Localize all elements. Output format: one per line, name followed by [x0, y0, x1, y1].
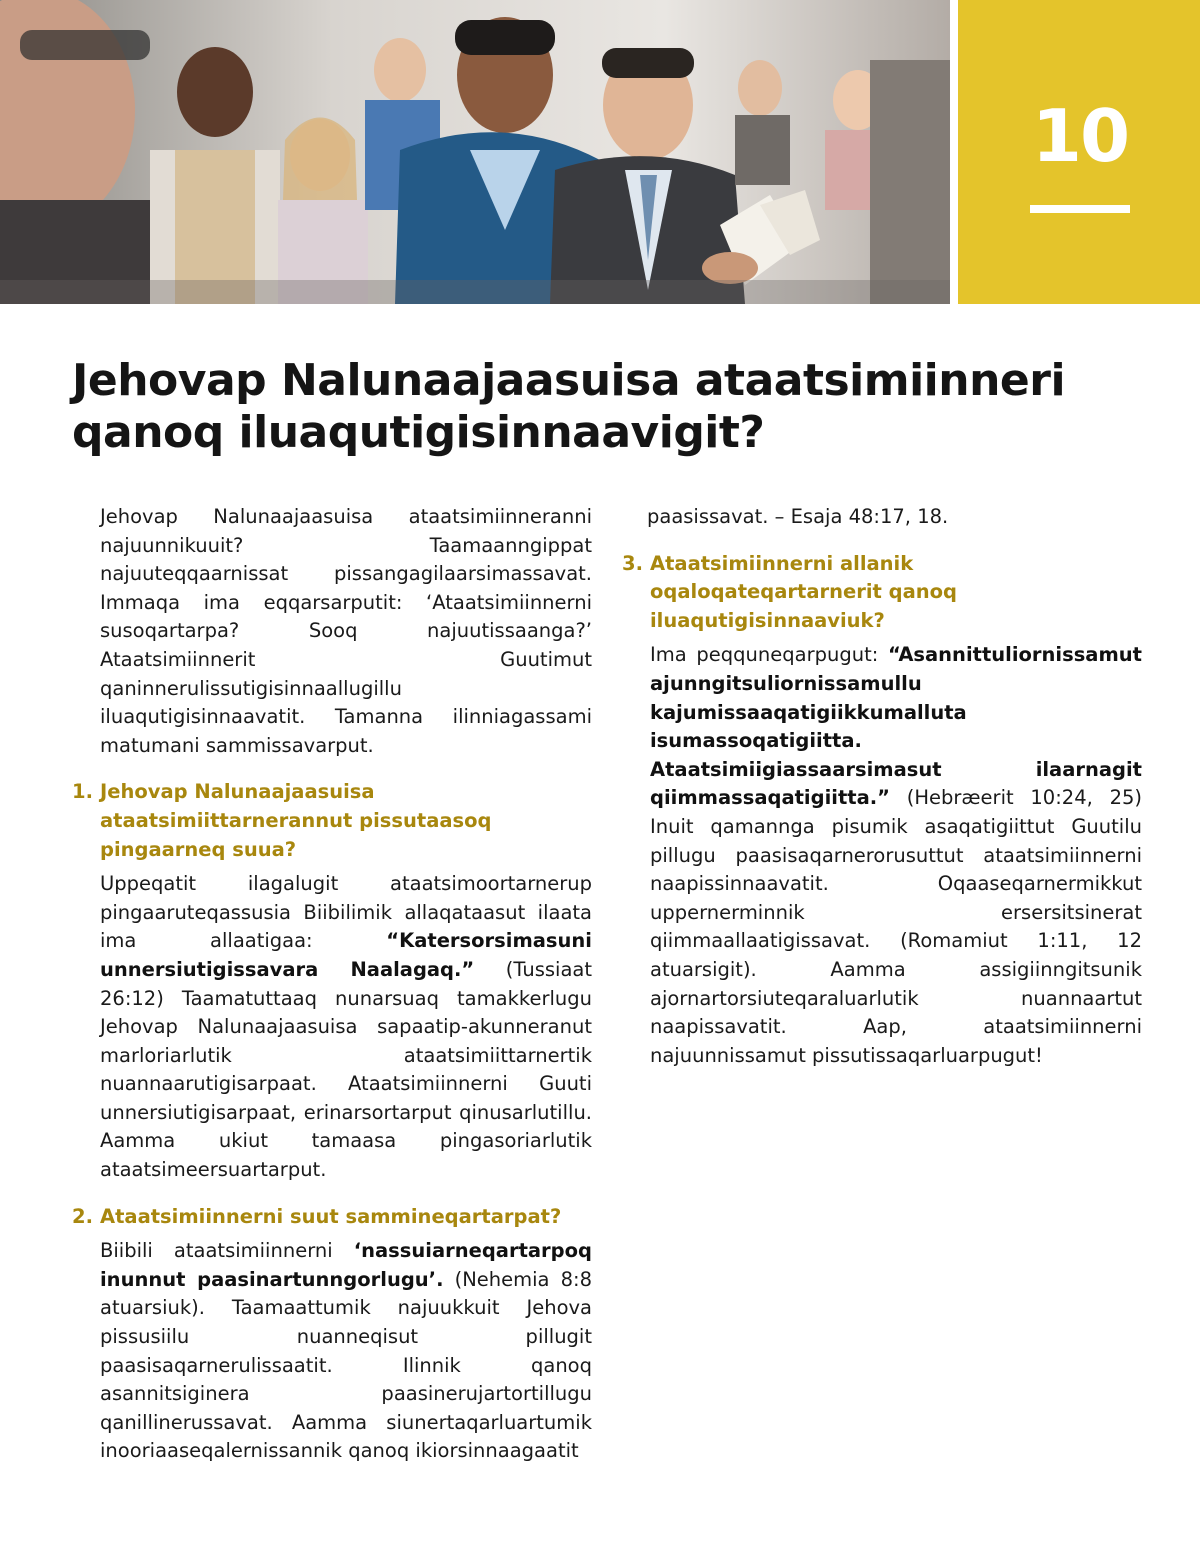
right-column — [622, 503, 1142, 1088]
section-1-text-a: Uppeqatit ilagalugit ataatsimoortarnerup pingaaruteqassusia Biibilimik allaqataasut ilaata ima allaatigaa: — [100, 872, 592, 953]
section-3-question: Ataatsimiinnerni allanik oqaloqateqartarnerit qanoq iluaqutigisinnaaviuk? — [650, 551, 957, 632]
section-3-heading — [622, 550, 1142, 636]
chapter-number-underline — [1030, 205, 1130, 213]
chapter-number: 10 — [1031, 94, 1129, 178]
section-3-text-b: (Hebræerit 10:24, 25) Inuit qamannga pisumik asaqatigiittut Guutilu pillugu paasisaqarnerorusuttut ataatsimiinnerni naapissinnaavatit. Oqaaseqarnermikkut uppernerminnik ersersitsinerat qiimmaallaatigissavat. (Romamiut 1:11, 12 atuarsigit). Aamma assigiinngitsunik ajornartorsiuteqaraluarlutik nuannaartut naapissavatit. Aap, ataatsimiinnerni najuunnissamut pissutissaqarluarpugut! — [650, 786, 1142, 1067]
section-1-quote: “Katersorsimasuni unnersiutigissavara Naalagaq.” — [100, 929, 592, 981]
chapter-number-box — [958, 0, 1200, 304]
section-2-text-b: (Nehemia 8:8 atuarsiuk). Taamaattumik najuukkuit Jehova pissusiilu nuanneqisut pillugit paasisaqarnerulissaatit. Ilinnik qanoq asannitsiginera paasinerujartortillugu qanillinerussavat. Aamma siunertaqarluartumik inooriaaseqalernissannik qanoq ikiorsinnaagaatit — [100, 1267, 592, 1463]
intro-paragraph: Jehovap Nalunaajaasuisa ataatsimiinneranni najuunnikuuit? Taamaanngippat najuuteqqaarnissat pissangagilaarsimassavat. Immaqa ima eqqarsarputit: ‘Ataatsimiinnerni susoqartarpa? Sooq najuutissaanga?’ Ataatsimiinnerit Guutimut qaninnerulissutigisinnaallugillu iluaqutigisinnaavatit. Tamanna ilinniagassami matumani sammissavarput. — [100, 505, 592, 757]
left-column — [72, 503, 592, 1484]
page-title-line2: qanoq iluaqutigisinnaavigit? — [72, 407, 765, 458]
section-2-heading — [72, 1203, 592, 1232]
page-title-line1: Jehovap Nalunaajaasuisa ataatsimiinneri — [72, 355, 1066, 406]
hero-photo — [0, 0, 950, 304]
section-1-body — [72, 870, 592, 1185]
section-2-question: Ataatsimiinnerni suut sammineqartarpat? — [100, 1204, 562, 1228]
section-2-quote: ‘nassuiarneqartarpoq inunnut paasinartunngorlugu’. — [100, 1239, 592, 1291]
section-1-question: Jehovap Nalunaajaasuisa ataatsimiittarnerannut pissutaasoq pingaarneq suua? — [100, 780, 492, 861]
section-3-body — [622, 641, 1142, 1070]
section-3-number: 3. — [622, 551, 643, 575]
congregation-photo — [0, 0, 950, 304]
section-1-number: 1. — [72, 780, 93, 804]
section-1-heading — [72, 778, 592, 864]
section-2-body — [72, 1237, 592, 1466]
section-3-quote: “Asannittuliornissamut ajunngitsuliornissamullu kajumissaaqatigiikkumalluta isumassoqatigiitta. Ataatsimiigiassaarsimasut ilaarnagit qiimmassaqatigiitta.” — [650, 643, 1142, 810]
section-2-text-a: Biibili ataatsimiinnerni — [100, 1239, 354, 1263]
section-1-text-b: (Tussiaat 26:12) Taamatuttaaq nunarsuaq tamakkerlugu Jehovap Nalunaajaasuisa sapaatip-akunneranut marloriarlutik ataatsimiittarnertik nuannaarutigisarpaat. Ataatsimiinnerni Guuti unnersiutigisarpaat, erinarsortarput qinusarlutillu. Aamma ukiut tamaasa pingasoriarlutik ataatsimeersuartarput. — [100, 957, 592, 1182]
section-3-text-a: Ima peqquneqarpugut: — [650, 643, 889, 667]
page-title — [72, 355, 1152, 459]
section-2-body-continued: paasissavat. – Esaja 48:17, 18. — [647, 505, 949, 528]
section-2-number: 2. — [72, 1204, 93, 1228]
